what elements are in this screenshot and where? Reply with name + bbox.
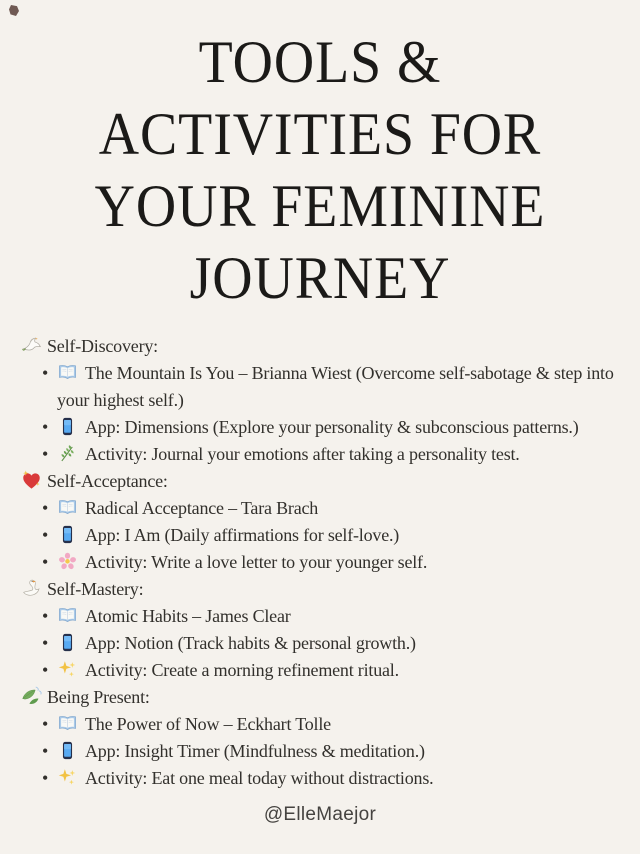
sparkles-icon	[57, 659, 78, 680]
open-book-icon	[57, 362, 78, 383]
list-item	[57, 765, 640, 792]
leaf-fluttering-icon	[20, 685, 43, 708]
open-book-icon	[57, 713, 78, 734]
item-text: Radical Acceptance – Tara Brach	[85, 498, 319, 518]
list-item	[57, 360, 640, 414]
item-text: Activity: Create a morning refinement ritual.	[85, 660, 399, 680]
item-text: Activity: Write a love letter to your younger self.	[85, 552, 428, 572]
mobile-phone-icon	[57, 740, 78, 761]
content-list	[0, 333, 640, 792]
list-item	[57, 549, 640, 576]
section-heading-being-present	[20, 684, 640, 711]
section-heading-text: Self-Acceptance:	[47, 471, 168, 491]
section-heading-text: Self-Mastery:	[47, 579, 144, 599]
sparkling-heart-icon	[20, 469, 43, 492]
list-item	[57, 495, 640, 522]
list-item	[57, 738, 640, 765]
open-book-icon	[57, 497, 78, 518]
list-item	[57, 603, 640, 630]
swan-icon	[20, 577, 43, 600]
item-text: App: Insight Timer (Mindfulness & meditation.)	[85, 741, 425, 761]
list-item	[57, 522, 640, 549]
title-line: TOOLS &	[198, 29, 442, 95]
section-heading-text: Self-Discovery:	[47, 336, 158, 356]
herb-icon	[57, 443, 78, 464]
item-text: Atomic Habits – James Clear	[85, 606, 291, 626]
page-title	[0, 0, 640, 314]
item-text: App: I Am (Daily affirmations for self-love.)	[85, 525, 400, 545]
item-text: App: Notion (Track habits & personal growth.)	[85, 633, 416, 653]
section-heading-self-discovery	[20, 333, 640, 360]
section-heading-self-mastery	[20, 576, 640, 603]
list-item	[57, 441, 640, 468]
list-item	[57, 630, 640, 657]
title-line: JOURNEY	[189, 245, 451, 311]
list-item	[57, 414, 640, 441]
item-text: The Power of Now – Eckhart Tolle	[85, 714, 331, 734]
item-text: Activity: Journal your emotions after taking a personality test.	[85, 444, 520, 464]
sparkles-icon	[57, 767, 78, 788]
mobile-phone-icon	[57, 416, 78, 437]
item-text: Activity: Eat one meal today without distractions.	[85, 768, 434, 788]
item-text: App: Dimensions (Explore your personality & subconscious patterns.)	[85, 417, 579, 437]
mobile-phone-icon	[57, 524, 78, 545]
footer-handle: @ElleMaejor	[263, 804, 377, 825]
title-line: ACTIVITIES FOR	[98, 101, 542, 167]
section-heading-self-acceptance	[20, 468, 640, 495]
cherry-blossom-icon	[57, 551, 78, 572]
item-text: The Mountain Is You – Brianna Wiest (Overcome self-sabotage & step into your highest self.)	[57, 363, 614, 410]
list-item	[57, 657, 640, 684]
open-book-icon	[57, 605, 78, 626]
mobile-phone-icon	[57, 632, 78, 653]
dove-icon	[20, 334, 43, 357]
section-heading-text: Being Present:	[47, 687, 150, 707]
title-line: YOUR FEMININE	[94, 173, 546, 239]
list-item	[57, 711, 640, 738]
